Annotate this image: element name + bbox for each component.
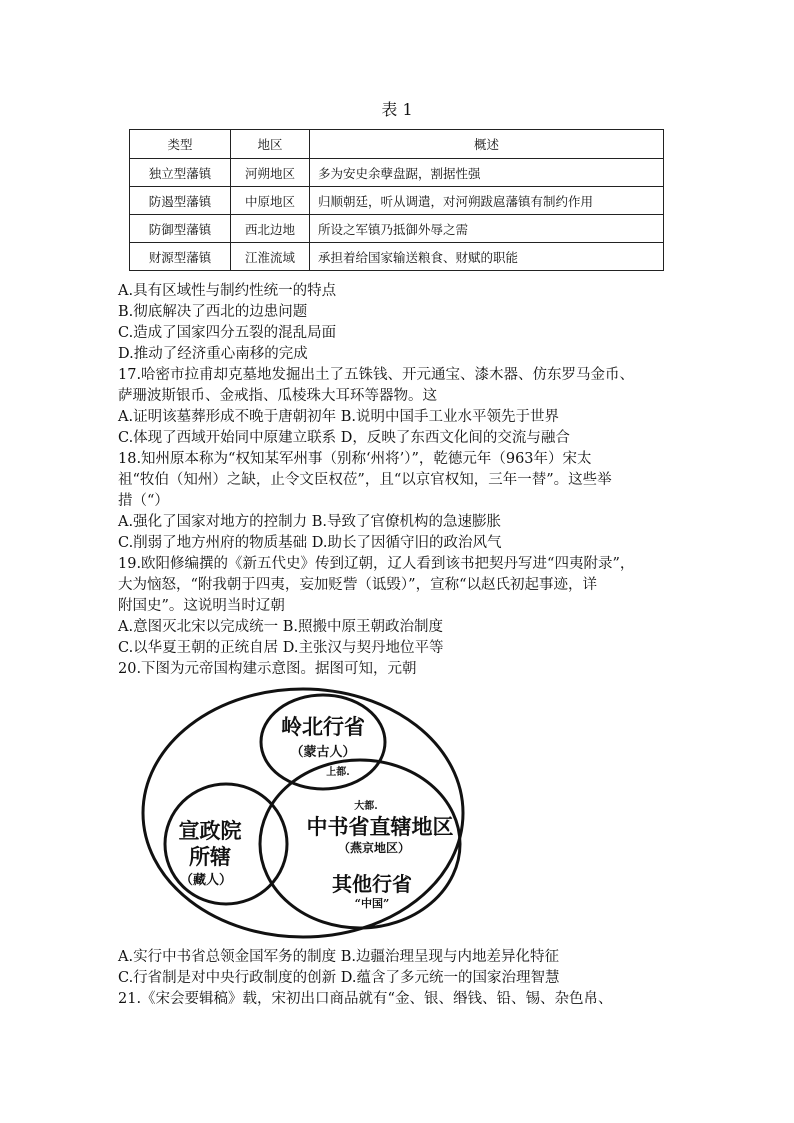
- other-provinces-subtitle: “中国”: [354, 897, 390, 910]
- text-line: 18.知州原本称为“权知某军州事（别称‘州将’）”，乾德元年（963年）宋太: [118, 451, 592, 467]
- table-row: [130, 187, 664, 215]
- text-line: A.实行中书省总领金国军务的制度 B.边疆治理呈现与内地差异化特征: [118, 949, 559, 965]
- text-line: A.强化了国家对地方的控制力 B.导致了官僚机构的急速膨胀: [118, 514, 501, 530]
- text-line: C.体现了西域开始同中原建立联系 D，反映了东西文化间的交流与融合: [118, 430, 570, 446]
- xuanzheng-subtitle: （藏人）: [179, 873, 233, 888]
- text-line: 附国史”。这说明当时辽朝: [118, 598, 285, 614]
- text-line: 20.下图为元帝国构建示意图。据图可知，元朝: [118, 661, 417, 677]
- table-cell: 河朔地区: [231, 159, 310, 187]
- text-line: 大为恼怒，“附我朝于四夷，妄加贬訾（诋毁）”，宣称“以赵氏初起事迹，详: [118, 577, 597, 593]
- dadu-label: 大都.: [354, 801, 378, 812]
- text-line: 祖“牧伯（知州）之缺，止令文臣权莅”，且“以京官权知，三年一替”。这些举: [118, 472, 612, 488]
- table-row: [130, 215, 664, 243]
- lingbei-ellipse: [261, 695, 385, 789]
- question-block-20-21: [118, 947, 678, 1010]
- table-cell: 中原地区: [231, 187, 310, 215]
- text-line: A.具有区域性与制约性统一的特点: [118, 283, 337, 299]
- table-header: 概述: [310, 130, 664, 159]
- zhongshu-subtitle: （燕京地区）: [337, 841, 411, 855]
- text-line: C.以华夏王朝的正统自居 D.主张汉与契丹地位平等: [118, 640, 444, 656]
- text-line: C.造成了国家四分五裂的混乱局面: [118, 325, 337, 341]
- xuanzheng-title-line2: 所辖: [189, 844, 231, 869]
- table-row: [130, 243, 664, 271]
- yuan-empire-diagram: [118, 676, 488, 946]
- table-cell: 多为安史余孽盘踞，割据性强: [310, 159, 664, 187]
- shangdu-label: 上都.: [326, 767, 350, 778]
- other-provinces-title: 其他行省: [332, 872, 412, 896]
- text-line: A.意图灭北宋以完成统一 B.照搬中原王朝政治制度: [118, 619, 443, 635]
- table-cell: 西北边地: [231, 215, 310, 243]
- table-cell: 承担着给国家输送粮食、财赋的职能: [310, 243, 664, 271]
- table-cell: 归顺朝廷，听从调遣，对河朔跋扈藩镇有制约作用: [310, 187, 664, 215]
- table-cell: 财源型藩镇: [130, 243, 231, 271]
- text-line: C.削弱了地方州府的物质基础 D.助长了因循守旧的政治风气: [118, 535, 502, 551]
- lingbei-subtitle: （蒙古人）: [290, 745, 356, 760]
- zhongshu-title: 中书省直辖地区: [306, 814, 454, 839]
- text-line: 萨珊波斯银币、金戒指、瓜棱珠大耳环等器物。这: [118, 388, 437, 404]
- table-cell: 防御型藩镇: [130, 215, 231, 243]
- text-line: 19.欧阳修编撰的《新五代史》传到辽朝，辽人看到该书把契丹写进“四夷附录”，: [118, 556, 635, 572]
- table-header-row: [130, 130, 664, 159]
- text-line: A.证明该墓葬形成不晚于唐朝初年 B.说明中国手工业水平领先于世界: [118, 409, 559, 425]
- xuanzheng-title-line1: 宣政院: [178, 818, 242, 843]
- text-line: D.推动了经济重心南移的完成: [118, 346, 308, 362]
- text-line: C.行省制是对中央行政制度的创新 D.蕴含了多元统一的国家治理智慧: [118, 970, 560, 986]
- table-cell: 所设之军镇乃抵御外辱之需: [310, 215, 664, 243]
- table-row: [130, 159, 664, 187]
- text-line: 17.哈密市拉甫却克墓地发掘出土了五铢钱、开元通宝、漆木器、仿东罗马金币、: [118, 367, 635, 383]
- table-cell: 江淮流域: [231, 243, 310, 271]
- text-line: B.彻底解决了西北的边患问题: [118, 304, 308, 320]
- table-cell: 独立型藩镇: [130, 159, 231, 187]
- table-caption: 表 1: [381, 100, 413, 119]
- lingbei-title: 岭北行省: [281, 714, 365, 739]
- text-line: 措（“）: [118, 493, 169, 509]
- table-header: 地区: [231, 130, 310, 159]
- text-line: 21.《宋会要辑稿》载，宋初出口商品就有“金、银、缗钱、铅、锡、杂色帛、: [118, 991, 613, 1007]
- question-block-16-20: [118, 281, 678, 680]
- table-cell: 防遏型藩镇: [130, 187, 231, 215]
- table-header: 类型: [130, 130, 231, 159]
- data-table: [129, 129, 664, 271]
